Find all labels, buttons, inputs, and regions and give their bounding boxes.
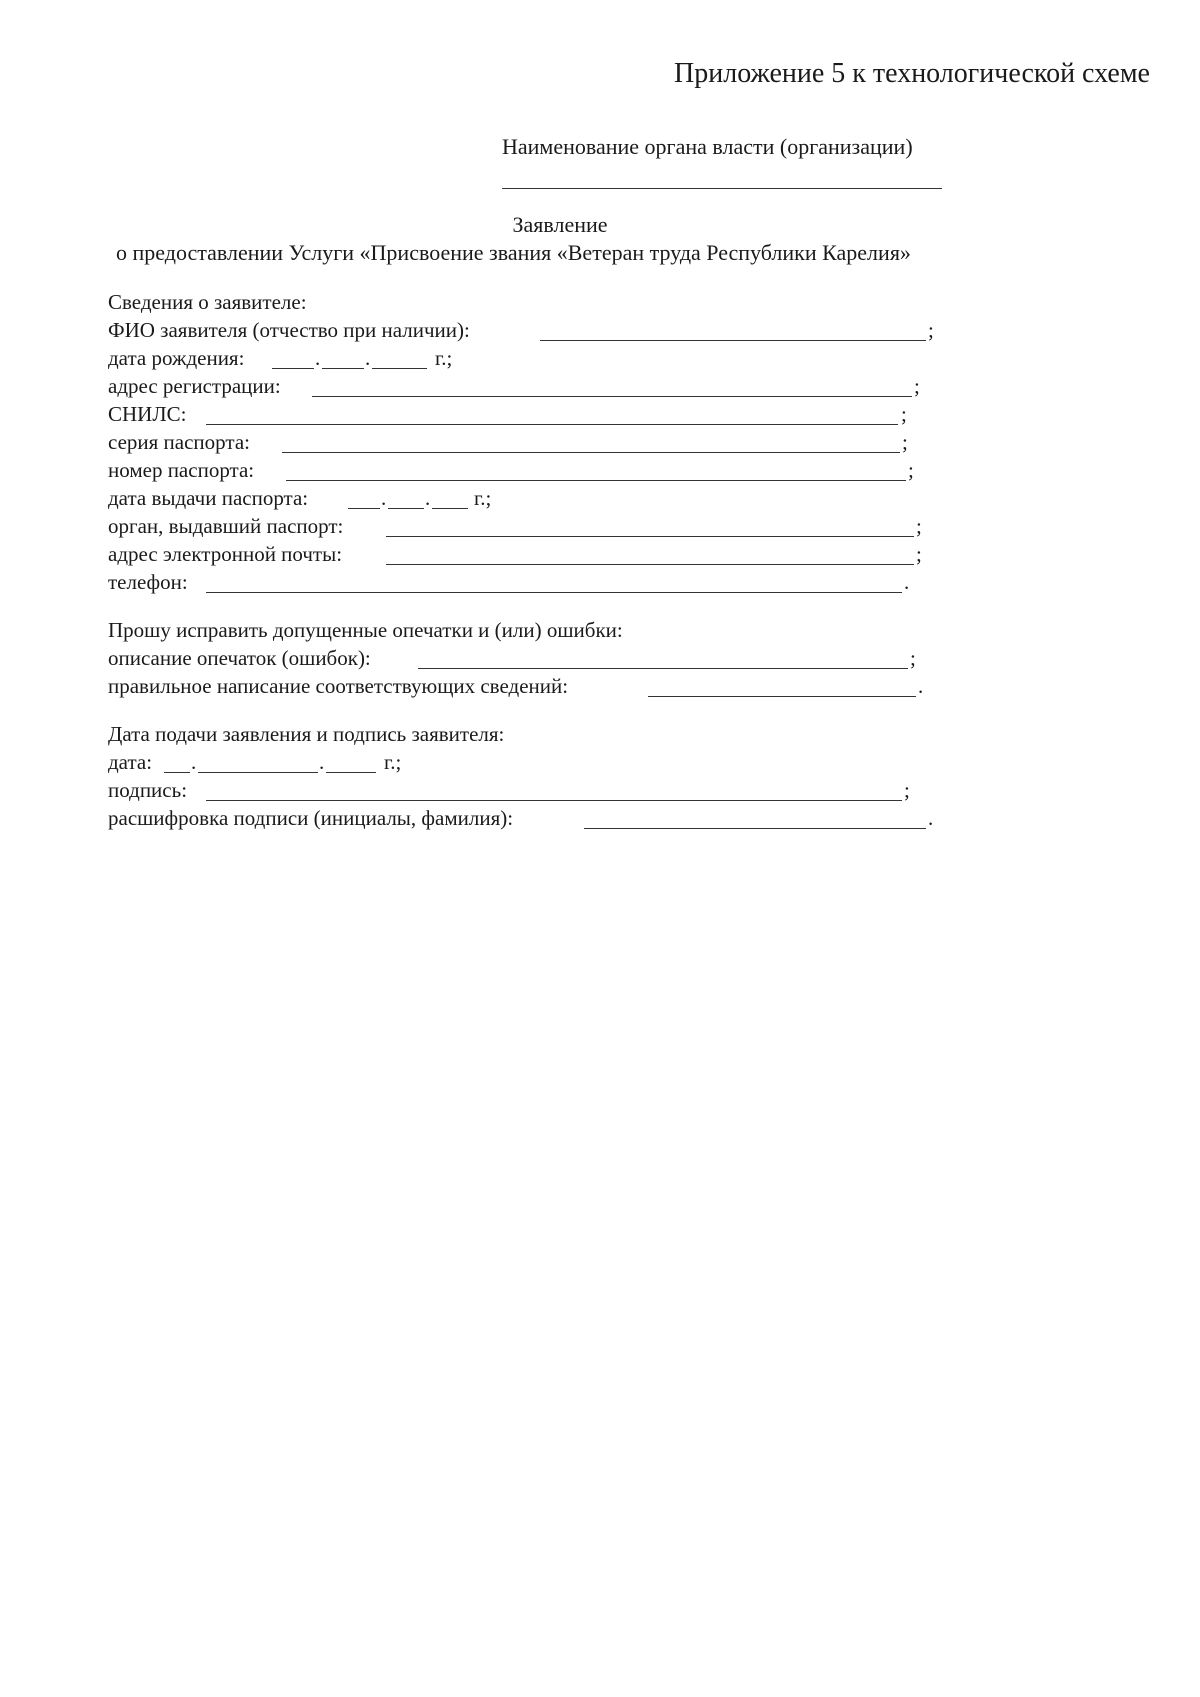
appendix-caption: Приложение 5 к технологической схеме <box>674 58 1150 89</box>
passport-series-row <box>108 428 918 456</box>
submission-date-label: дата: <box>108 750 153 774</box>
correct-spelling-end: . <box>918 674 924 698</box>
signature-blank[interactable] <box>206 800 902 801</box>
submission-date-sep1: . <box>191 750 197 774</box>
signature-label: подпись: <box>108 778 188 802</box>
snils-blank[interactable] <box>206 424 898 425</box>
snils-end: ; <box>901 402 907 426</box>
birth-date-sep1: . <box>315 346 321 370</box>
passport-number-blank[interactable] <box>286 480 906 481</box>
passport-year-blank[interactable] <box>432 508 468 509</box>
reg-address-blank[interactable] <box>312 396 912 397</box>
passport-number-label: номер паспорта: <box>108 458 255 482</box>
passport-issuer-blank[interactable] <box>386 536 914 537</box>
typo-description-end: ; <box>910 646 916 670</box>
submission-date-sep2: . <box>319 750 325 774</box>
submission-month-blank[interactable] <box>198 772 318 773</box>
signature-decoding-row <box>108 804 938 832</box>
submission-heading: Дата подачи заявления и подпись заявителя: <box>108 722 505 746</box>
passport-date-sep1: . <box>381 486 387 510</box>
submission-date-year-suffix: г.; <box>384 750 402 774</box>
submission-year-blank[interactable] <box>326 772 376 773</box>
passport-series-end: ; <box>902 430 908 454</box>
snils-row <box>108 400 918 428</box>
phone-label: телефон: <box>108 570 188 594</box>
signature-row <box>108 776 918 804</box>
fio-end: ; <box>928 318 934 342</box>
email-row <box>108 540 928 568</box>
correct-spelling-row <box>108 672 928 700</box>
typo-description-label: описание опечаток (ошибок): <box>108 646 371 670</box>
submission-day-blank[interactable] <box>164 772 190 773</box>
reg-address-end: ; <box>914 374 920 398</box>
authority-blank-line[interactable] <box>502 188 942 189</box>
passport-date-year-suffix: г.; <box>474 486 492 510</box>
email-end: ; <box>916 542 922 566</box>
signature-decoding-blank[interactable] <box>584 828 926 829</box>
email-blank[interactable] <box>386 564 914 565</box>
correct-spelling-label: правильное написание соответствующих сведений: <box>108 674 569 698</box>
passport-issuer-end: ; <box>916 514 922 538</box>
passport-date-sep2: . <box>425 486 431 510</box>
birth-year-blank[interactable] <box>372 368 427 369</box>
passport-month-blank[interactable] <box>388 508 424 509</box>
authority-label: Наименование органа власти (организации) <box>502 134 913 159</box>
fio-row <box>108 316 938 344</box>
phone-end: . <box>904 570 910 594</box>
reg-address-label: адрес регистрации: <box>108 374 281 398</box>
document-title: Заявление <box>512 212 608 237</box>
signature-end: ; <box>904 778 910 802</box>
birth-month-blank[interactable] <box>322 368 364 369</box>
signature-decoding-label: расшифровка подписи (инициалы, фамилия): <box>108 806 514 830</box>
snils-label: СНИЛС: <box>108 402 187 426</box>
passport-date-label: дата выдачи паспорта: <box>108 486 309 510</box>
submission-date-row <box>108 748 448 776</box>
signature-decoding-end: . <box>928 806 934 830</box>
email-label: адрес электронной почты: <box>108 542 343 566</box>
fio-blank[interactable] <box>540 340 926 341</box>
passport-number-row <box>108 456 923 484</box>
typo-description-blank[interactable] <box>418 668 908 669</box>
passport-issuer-row <box>108 512 928 540</box>
applicant-heading: Сведения о заявителе: <box>108 290 307 314</box>
birth-date-sep2: . <box>365 346 371 370</box>
reg-address-row <box>108 372 928 400</box>
corrections-heading: Прошу исправить допущенные опечатки и (или) ошибки: <box>108 618 623 642</box>
passport-series-blank[interactable] <box>282 452 900 453</box>
document-subtitle: о предоставлении Услуги «Присвоение звания «Ветеран труда Республики Карелия» <box>116 240 911 265</box>
passport-issuer-label: орган, выдавший паспорт: <box>108 514 344 538</box>
passport-number-end: ; <box>908 458 914 482</box>
birth-day-blank[interactable] <box>272 368 314 369</box>
phone-row <box>108 568 918 596</box>
correct-spelling-blank[interactable] <box>648 696 916 697</box>
birth-date-year-suffix: г.; <box>435 346 453 370</box>
passport-date-row <box>108 484 508 512</box>
birth-date-label: дата рождения: <box>108 346 245 370</box>
passport-series-label: серия паспорта: <box>108 430 250 454</box>
passport-day-blank[interactable] <box>348 508 380 509</box>
fio-label: ФИО заявителя (отчество при наличии): <box>108 318 470 342</box>
phone-blank[interactable] <box>206 592 902 593</box>
birth-date-row <box>108 344 508 372</box>
typo-description-row <box>108 644 923 672</box>
